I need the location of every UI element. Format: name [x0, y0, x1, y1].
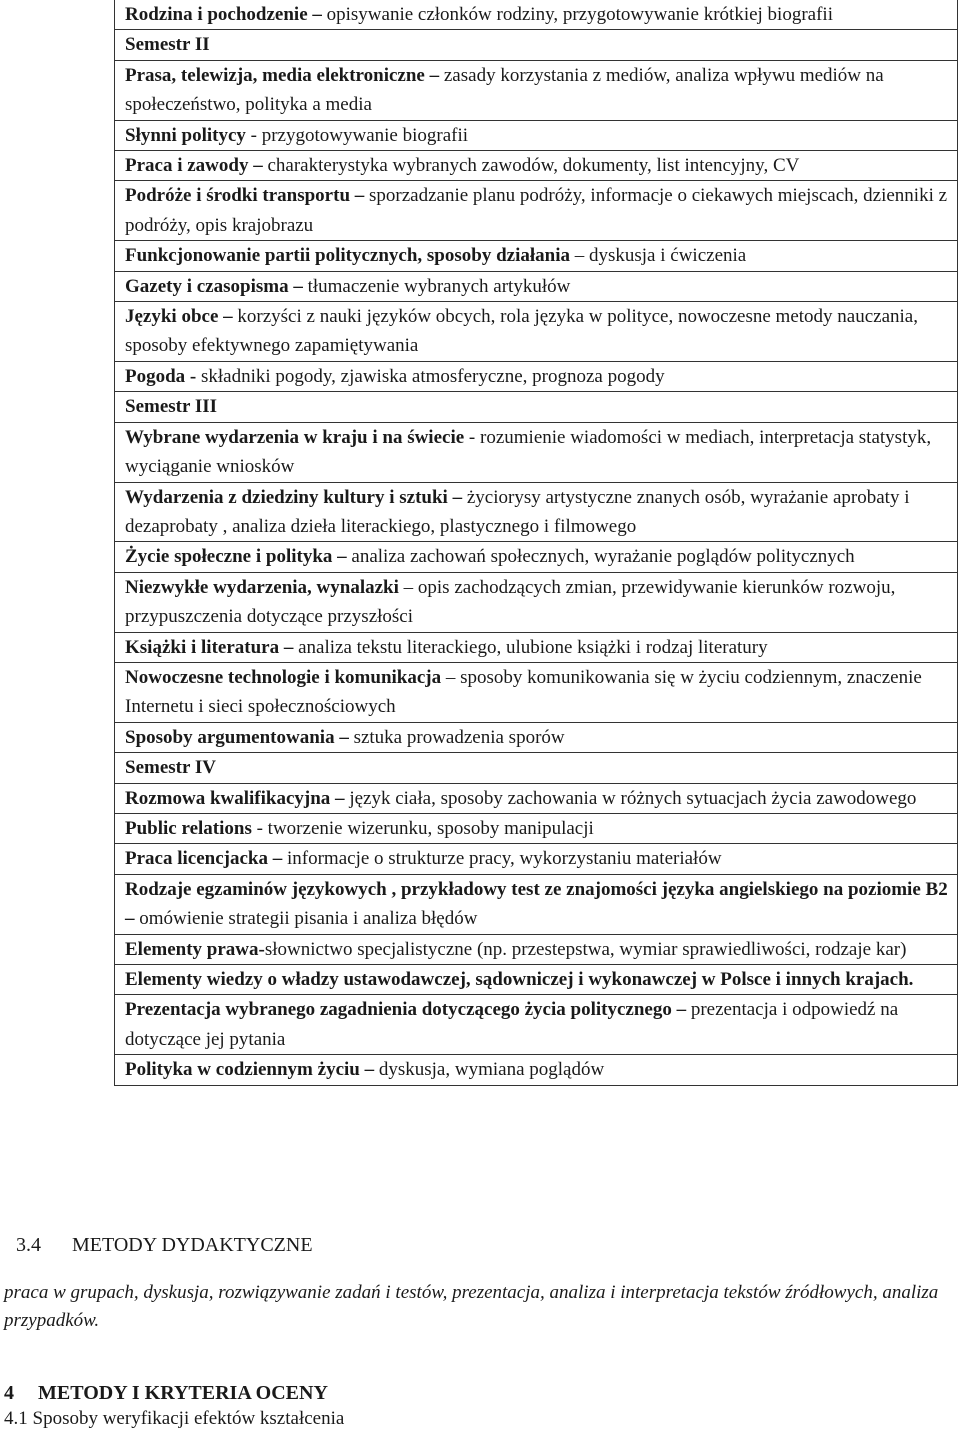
table-row	[115, 572, 958, 632]
table-row	[115, 30, 958, 60]
topic-title: Rodzina i pochodzenie –	[125, 4, 322, 25]
table-row	[115, 1055, 958, 1085]
topic-title: Rodzaje egzaminów językowych , przykładowy test ze znajomości języka angielskiego na poziomie B2 –	[125, 878, 948, 930]
topic-cell	[115, 753, 958, 783]
topic-description: - przygotowywanie biografii	[245, 124, 469, 146]
topic-description: korzyści z nauki języków obcych, rola języka w polityce, nowoczesne metody nauczania, sposoby efektywnego zapamiętywania	[125, 306, 918, 357]
topic-cell	[115, 995, 958, 1055]
topic-description: słownictwo specjalistyczne (np. przestepstwa, wymiar sprawiedliwości, rodzaje kar)	[264, 938, 907, 960]
topic-cell	[115, 0, 958, 30]
topic-description: informacje o strukturze pracy, wykorzystaniu materiałów	[282, 848, 722, 870]
table-row	[115, 151, 958, 181]
topic-title: Wydarzenia z dziedziny kultury i sztuki –	[125, 486, 463, 508]
topic-cell	[115, 422, 958, 482]
topic-title: Prezentacja wybranego zagadnienia dotyczącego życia politycznego –	[125, 999, 687, 1021]
topic-description: sporzadzanie planu podróży, informacje o ciekawych miejscach, dzienniki z podróży, opis krajobrazu	[125, 185, 948, 236]
topic-cell	[115, 120, 958, 150]
topic-description: omówienie strategii pisania i analiza błędów	[134, 908, 478, 930]
topic-title: Polityka w codziennym życiu –	[125, 1059, 375, 1081]
table-row	[115, 934, 958, 964]
topic-description: – sposoby komunikowania się w życiu codziennym, znaczenie Internetu i sieci społecznościowych	[125, 666, 922, 718]
table-row	[115, 392, 958, 422]
syllabus-topics-table	[114, 0, 958, 1086]
table-row	[115, 361, 958, 391]
topic-cell	[115, 662, 958, 722]
chapter-title: METODY I KRYTERIA OCENY	[38, 1382, 328, 1404]
section-title: METODY DYDAKTYCZNE	[72, 1234, 313, 1256]
topic-title: Rozmowa kwalifikacyjna –	[125, 787, 345, 809]
topic-cell	[115, 30, 958, 60]
topic-description: sztuka prowadzenia sporów	[348, 726, 565, 748]
topic-cell	[115, 361, 958, 391]
topic-description: charakterystyka wybranych zawodów, dokumenty, list intencyjny, CV	[262, 155, 800, 177]
table-row	[115, 181, 958, 241]
topic-description: - rozumienie wiadomości w mediach, interpretacja statystyk, wyciąganie wniosków	[125, 426, 932, 478]
topic-cell	[115, 722, 958, 752]
table-row	[115, 271, 958, 301]
topic-cell	[115, 783, 958, 813]
topic-title: Elementy prawa-	[125, 938, 265, 960]
topic-cell	[115, 271, 958, 301]
topic-description: - tworzenie wizerunku, sposoby manipulacji	[251, 817, 594, 839]
topic-cell	[115, 542, 958, 572]
teaching-methods-text: praca w grupach, dyskusja, rozwiązywanie zadań i testów, prezentacja, analiza i interpretacja tekstów źródłowych, analiza przypadków.	[4, 1282, 939, 1331]
table-row	[115, 422, 958, 482]
chapter-number: 4	[4, 1382, 14, 1404]
chapter-heading	[4, 1380, 328, 1406]
table-row	[115, 120, 958, 150]
topic-description: opisywanie członków rodziny, przygotowywanie krótkiej biografii	[321, 4, 833, 25]
topic-title: Semestr IV	[125, 757, 216, 779]
table-row	[115, 60, 958, 120]
table-row	[115, 241, 958, 271]
topic-description: składniki pogody, zjawiska atmosferyczne, prognoza pogody	[196, 365, 665, 387]
topic-cell	[115, 874, 958, 934]
topic-title: Praca licencjacka –	[125, 848, 283, 870]
topic-description: – opis zachodzących zmian, przewidywanie kierunków rozwoju, przypuszczenia dotyczące przyszłości	[125, 576, 896, 628]
topic-title: Życie społeczne i polityka –	[125, 546, 347, 568]
topic-cell	[115, 302, 958, 362]
topic-title: Semestr II	[125, 34, 210, 56]
topic-description: życiorysy artystyczne znanych osób, wyrażanie aprobaty i dezaprobaty , analiza dzieła literackiego, plastycznego i filmowego	[125, 486, 910, 537]
topic-title: Wybrane wydarzenia w kraju i na świecie	[125, 426, 465, 448]
topic-cell	[115, 934, 958, 964]
topic-title: Prasa, telewizja, media elektroniczne –	[125, 64, 440, 86]
topic-title: Elementy wiedzy o władzy ustawodawczej, sądowniczej i wykonawczej w Polsce i innych krajach.	[125, 969, 914, 990]
topic-cell	[115, 482, 958, 542]
table-row	[115, 753, 958, 783]
table-row	[115, 844, 958, 874]
section-number: 3.4	[16, 1234, 41, 1256]
topic-description: język ciała, sposoby zachowania w różnych sytuacjach życia zawodowego	[344, 787, 917, 809]
topic-title: Public relations	[125, 817, 252, 839]
topic-description: dyskusja, wymiana poglądów	[374, 1059, 605, 1081]
topic-title: Słynni politycy	[125, 124, 246, 146]
topic-title: Sposoby argumentowania –	[125, 726, 349, 748]
table-row	[115, 783, 958, 813]
subsection-heading: 4.1 Sposoby weryfikacji efektów kształcenia	[4, 1408, 345, 1429]
table-row	[115, 874, 958, 934]
topic-title: Niezwykłe wydarzenia, wynalazki	[125, 576, 399, 598]
table-row	[115, 995, 958, 1055]
topic-title: Gazety i czasopisma –	[125, 275, 303, 297]
topic-description: prezentacja i odpowiedź na dotyczące jej pytania	[125, 999, 899, 1050]
table-row	[115, 722, 958, 752]
topic-description: – dyskusja i ćwiczenia	[569, 245, 747, 267]
section-heading	[16, 1231, 313, 1259]
table-row	[115, 0, 958, 30]
topic-description: zasady korzystania z mediów, analiza wpływu mediów na społeczeństwo, polityka a media	[125, 64, 884, 116]
table-row	[115, 662, 958, 722]
topic-title: Podróże i środki transportu –	[125, 185, 365, 207]
topic-title: Książki i literatura –	[125, 636, 294, 658]
table-body	[115, 0, 958, 1085]
topic-cell	[115, 241, 958, 271]
topic-cell	[115, 151, 958, 181]
topic-title: Semestr III	[125, 396, 218, 418]
table-row	[115, 542, 958, 572]
topic-cell	[115, 60, 958, 120]
topic-description: analiza zachowań społecznych, wyrażanie poglądów politycznych	[346, 546, 855, 568]
topic-title: Języki obce –	[125, 306, 233, 328]
table-row	[115, 302, 958, 362]
topic-cell	[115, 1055, 958, 1085]
topic-cell	[115, 572, 958, 632]
topic-title: Praca i zawody –	[125, 155, 263, 177]
topic-title: Pogoda -	[125, 365, 197, 387]
topic-description: tłumaczenie wybranych artykułów	[302, 275, 571, 297]
table-row	[115, 632, 958, 662]
topic-cell	[115, 392, 958, 422]
topic-title: Nowoczesne technologie i komunikacja	[125, 666, 442, 688]
topic-cell	[115, 965, 958, 995]
table-row	[115, 965, 958, 995]
table-row	[115, 813, 958, 843]
topic-description: analiza tekstu literackiego, ulubione książki i rodzaj literatury	[293, 636, 768, 658]
table-row	[115, 482, 958, 542]
topic-cell	[115, 632, 958, 662]
topic-title: Funkcjonowanie partii politycznych, sposoby działania	[125, 245, 570, 267]
topic-cell	[115, 181, 958, 241]
topic-cell	[115, 813, 958, 843]
topic-cell	[115, 844, 958, 874]
